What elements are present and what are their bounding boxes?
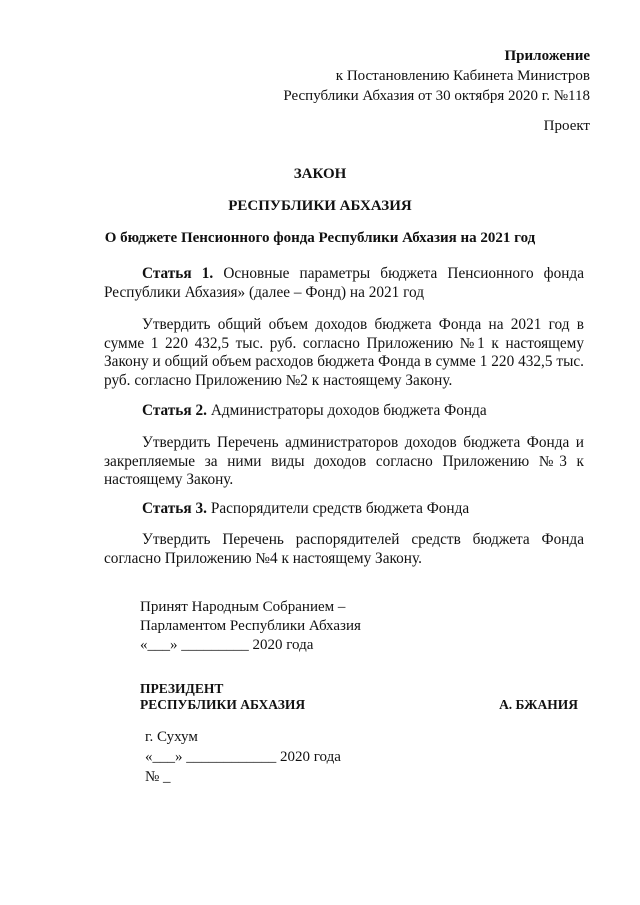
draft-label: Проект [543,118,590,134]
article-2-heading-text: Администраторы доходов бюджета Фонда [210,402,487,419]
article-2-heading [104,402,584,421]
article-1-text: Утвердить общий объем доходов бюджета Фонда на 2021 год в сумме 1 220 432,5 тыс. руб. согласно Приложению №1 к настоящему Закону и общий объем расходов бюджета Фонда в сумме 1 220 432,5 тыс. руб. согласно Приложению №2 к настоящему Закону. [104,316,584,389]
adopted-block [140,598,361,655]
republic-heading: РЕСПУБЛИКИ АБХАЗИЯ [228,198,412,214]
appendix-block [283,46,590,106]
article-1-heading [104,265,584,302]
place-date: «___» ____________ 2020 года [145,749,341,765]
article-2-text: Утвердить Перечень администраторов доходов бюджета Фонда и закрепляемые за ними виды доходов согласно Приложению №3 к настоящему Закону. [104,434,584,489]
adopted-line-1: Принят Народным Собранием – [140,599,346,615]
article-1-label: Статья 1. [142,265,214,282]
place-number: № _ [145,769,171,785]
article-1-heading-text: Основные параметры бюджета Пенсионного фонда Республики Абхазия» (далее – Фонд) на 2021 год [104,265,584,301]
law-heading: ЗАКОН [293,166,347,182]
signature-name: А. БЖАНИЯ [499,697,578,712]
article-3-label: Статья 3. [142,500,207,517]
signature-title-line-2: РЕСПУБЛИКИ АБХАЗИЯ [140,697,306,712]
law-title: О бюджете Пенсионного фонда Республики Абхазия на 2021 год [104,230,536,246]
article-3-heading-text: Распорядители средств бюджета Фонда [210,500,470,517]
adopted-line-2: Парламентом Республики Абхазия [140,618,361,634]
place-block [145,727,341,787]
adopted-line-3: «___» _________ 2020 года [140,637,314,653]
appendix-line-1: к Постановлению Кабинета Министров [335,68,590,84]
signature-title [140,681,305,713]
article-3-text: Утвердить Перечень распорядителей средств бюджета Фонда согласно Приложению №4 к настоящему Закону. [104,531,584,567]
article-3-heading [104,500,584,519]
appendix-line-2: Республики Абхазия от 30 октября 2020 г. №118 [283,88,590,104]
appendix-title: Приложение [504,48,590,64]
article-2-label: Статья 2. [142,402,207,419]
signature-title-line-1: ПРЕЗИДЕНТ [140,681,224,696]
place-city: г. Сухум [145,729,198,745]
